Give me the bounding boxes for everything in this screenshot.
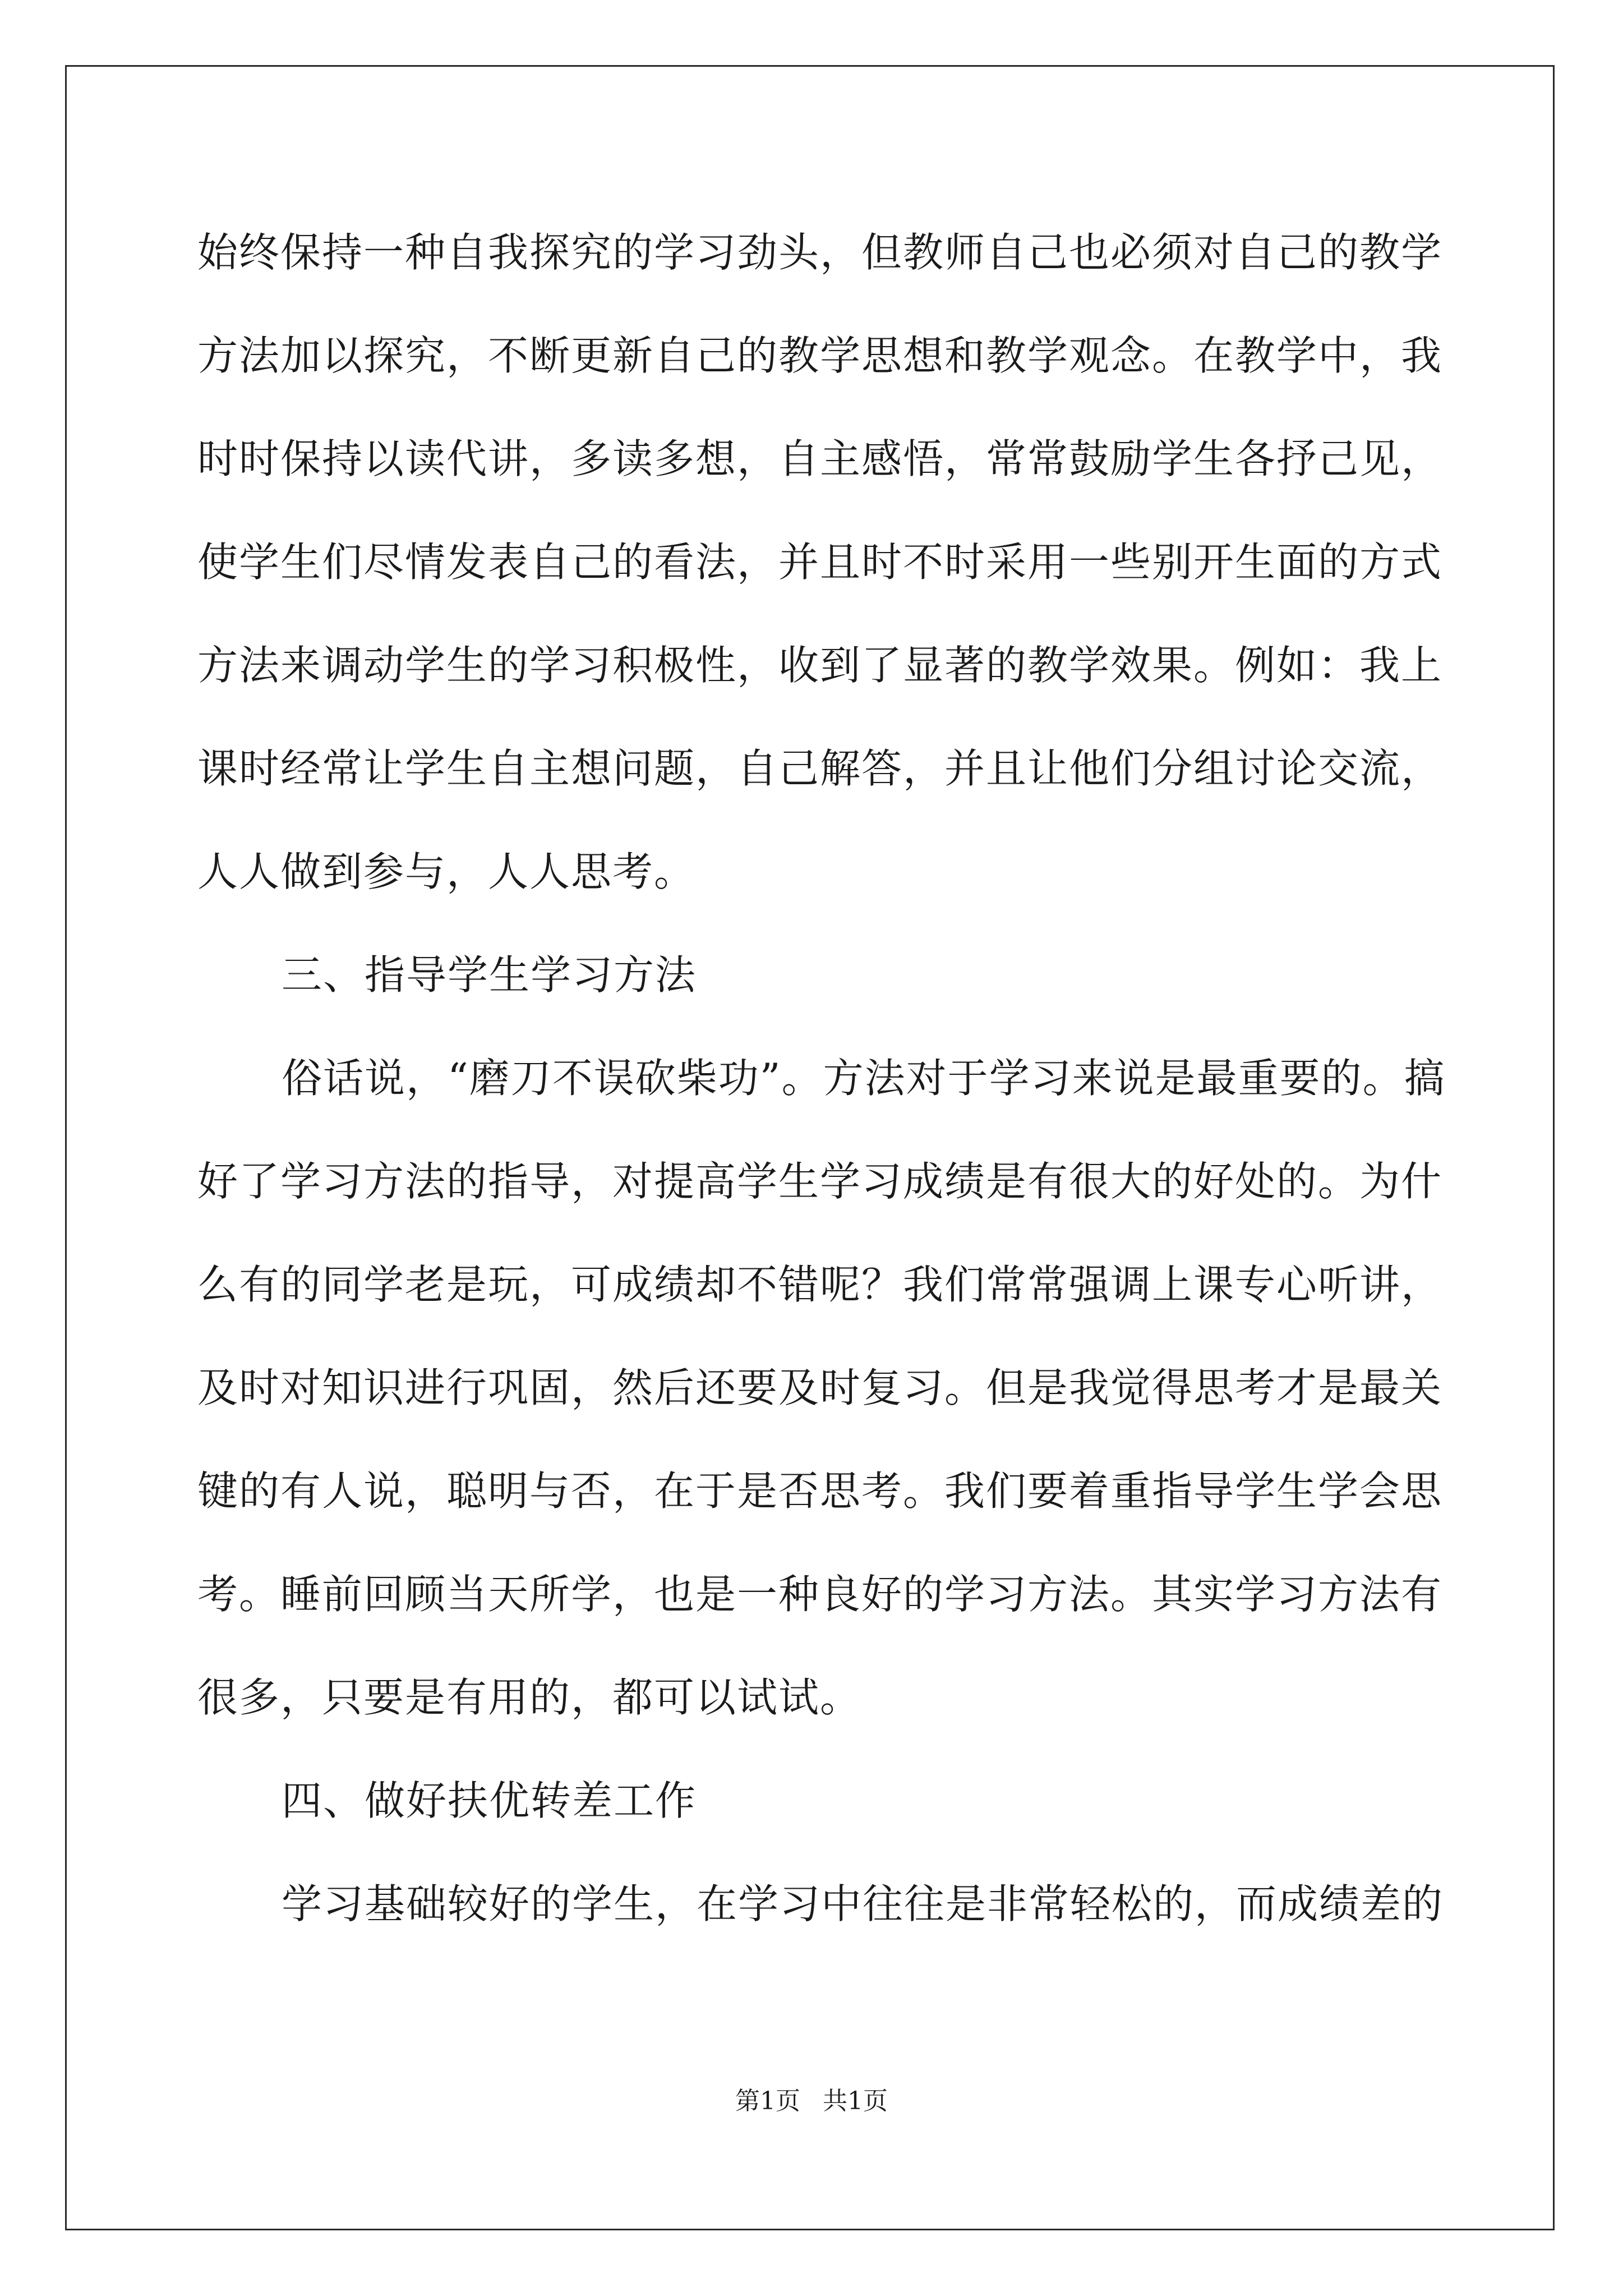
- body-line: 好了学习方法的指导，对提高学生学习成绩是有很大的好处的。为什: [197, 1158, 1443, 1205]
- page-total: 共1页: [823, 2087, 888, 2115]
- body-line: 考。睡前回顾当天所学，也是一种良好的学习方法。其实学习方法有: [197, 1571, 1443, 1618]
- body-line: 方法加以探究，不断更新自己的教学思想和教学观念。在教学中，我: [197, 332, 1443, 379]
- page-footer: [0, 2085, 1623, 2118]
- body-line: 时时保持以读代讲，多读多想，自主感悟，常常鼓励学生各抒己见，: [197, 435, 1443, 482]
- body-line: 俗话说，“磨刀不误砍柴功”。方法对于学习来说是最重要的。搞: [282, 1055, 1446, 1102]
- section-heading: 三、指导学生学习方法: [282, 951, 697, 999]
- body-line: 人人做到参与，人人思考。: [197, 848, 696, 895]
- body-line: 始终保持一种自我探究的学习劲头，但教师自己也必须对自己的教学: [197, 229, 1443, 276]
- section-heading: 四、做好扶优转差工作: [282, 1777, 697, 1824]
- body-line: 学习基础较好的学生，在学习中往往是非常轻松的，而成绩差的: [282, 1880, 1444, 1927]
- body-line: 方法来调动学生的学习积极性，收到了显著的教学效果。例如：我上: [197, 642, 1443, 689]
- body-line: 使学生们尽情发表自己的看法，并且时不时采用一些别开生面的方式: [197, 539, 1443, 586]
- body-line: 么有的同学老是玩，可成绩却不错呢？我们常常强调上课专心听讲，: [197, 1261, 1443, 1308]
- page-number: 第1页: [735, 2087, 800, 2115]
- body-line: 及时对知识进行巩固，然后还要及时复习。但是我觉得思考才是最关: [197, 1364, 1443, 1411]
- body-line: 键的有人说，聪明与否，在于是否思考。我们要着重指导学生学会思: [197, 1467, 1443, 1515]
- body-line: 课时经常让学生自主想问题，自己解答，并且让他们分组讨论交流，: [197, 745, 1443, 792]
- body-line: 很多，只要是有用的，都可以试试。: [197, 1674, 862, 1721]
